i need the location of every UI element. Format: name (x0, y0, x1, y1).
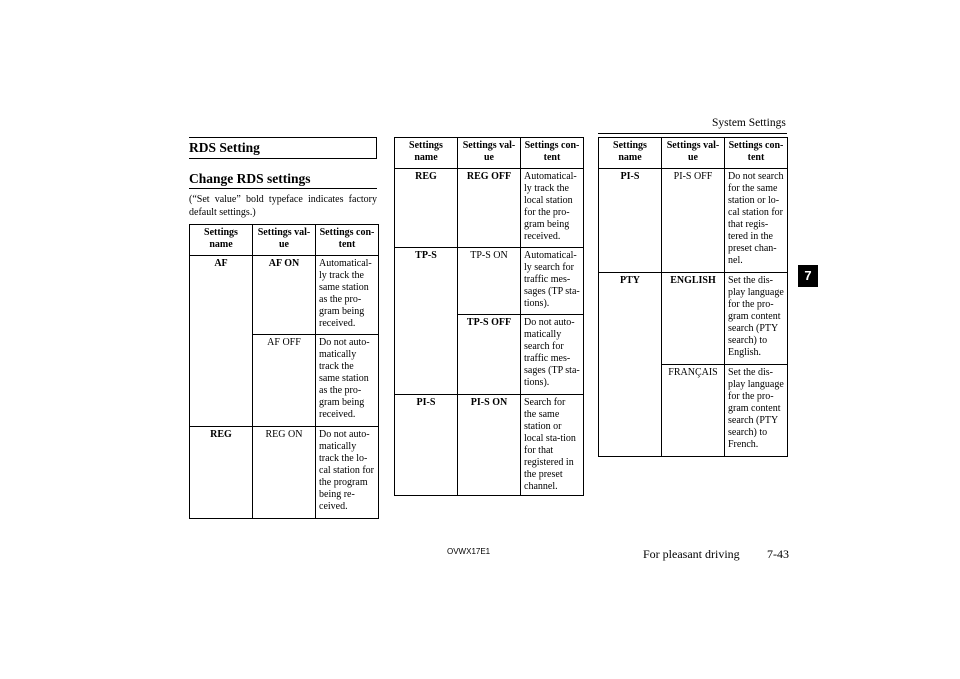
setting-content: Do not search for the same station or lo-cal station for that regis-tered in the preset chan-nel. (725, 169, 788, 273)
setting-name: TP-S (395, 248, 458, 395)
setting-content: Automatical-ly track the local station for the pro-gram being received. (521, 169, 584, 248)
setting-content: Do not auto-matically track the same station as the pro-gram being received. (316, 335, 379, 427)
header-settings-value: Settings val-ue (253, 225, 316, 256)
setting-value: AF OFF (253, 335, 316, 427)
header-settings-name: Settings name (190, 225, 253, 256)
subsection-rule (189, 188, 377, 189)
setting-name: AF (190, 256, 253, 427)
setting-value: PI-S ON (458, 395, 521, 496)
footer-chapter-title: For pleasant driving (643, 547, 740, 561)
setting-value: REG ON (253, 427, 316, 519)
setting-content: Do not auto-matically search for traffic mes-sages (TP sta-tions). (521, 315, 584, 395)
section-heading-box (189, 137, 377, 159)
section-title: RDS Setting (189, 140, 260, 155)
header-settings-content: Settings con-tent (725, 138, 788, 169)
setting-name: PI-S (395, 395, 458, 496)
setting-content: Do not auto-matically track the lo-cal station for the program being re-ceived. (316, 427, 379, 519)
subsection-title: Change RDS settings (189, 171, 311, 186)
page-number: 7-43 (767, 547, 789, 561)
setting-name: PTY (599, 273, 662, 457)
header-settings-content: Settings con-tent (521, 138, 584, 169)
header-settings-name: Settings name (395, 138, 458, 169)
header-rule (598, 133, 787, 134)
intro-note: (“Set value” bold typeface indicates factory default settings.) (189, 194, 377, 218)
document-code: OVWX17E1 (447, 547, 491, 556)
setting-value: PI-S OFF (662, 169, 725, 273)
setting-value: ENGLISH (662, 273, 725, 365)
header-settings-name: Settings name (599, 138, 662, 169)
header-settings-value: Settings val-ue (662, 138, 725, 169)
chapter-tab: 7 (798, 265, 818, 287)
setting-name: REG (190, 427, 253, 519)
setting-name: REG (395, 169, 458, 248)
header-settings-value: Settings val-ue (458, 138, 521, 169)
setting-value: TP-S ON (458, 248, 521, 315)
setting-content: Automatical-ly track the same station as the pro-gram being received. (316, 256, 379, 335)
setting-name: PI-S (599, 169, 662, 273)
setting-content: Set the dis-play language for the pro-gram content search (PTY search) to French. (725, 365, 788, 457)
settings-table-3 (598, 137, 788, 457)
settings-table-2 (394, 137, 584, 496)
settings-table-1 (189, 224, 379, 519)
setting-content: Automatical-ly search for traffic mes-sages (TP sta-tions). (521, 248, 584, 315)
setting-value: REG OFF (458, 169, 521, 248)
header-settings-content: Settings con-tent (316, 225, 379, 256)
setting-content: Search for the same station or local sta-tion for that registered in the preset channel. (521, 395, 584, 496)
setting-content: Set the dis-play language for the pro-gram content search (PTY search) to English. (725, 273, 788, 365)
setting-value: FRANÇAIS (662, 365, 725, 457)
setting-value: AF ON (253, 256, 316, 335)
setting-value: TP-S OFF (458, 315, 521, 395)
running-header: System Settings (712, 117, 786, 129)
